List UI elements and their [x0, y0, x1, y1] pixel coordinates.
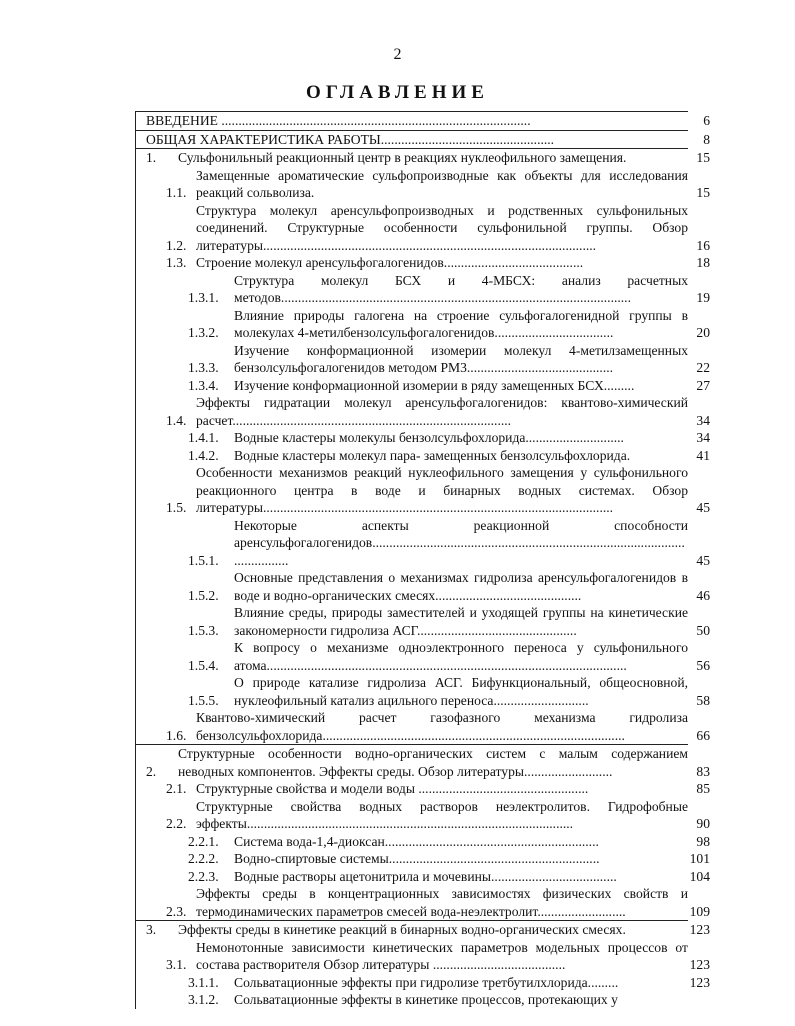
toc-entry-title: Влияние природы галогена на строение сульфогалогенидной группы в молекулах 4-метилбензолсульфогалогенидов...................................	[234, 307, 688, 340]
table-of-contents	[135, 111, 710, 1009]
toc-entry-title: К вопросу о механизме одноэлектронного переноса у сульфонильного атома..........................................................................................................	[234, 640, 688, 673]
toc-entry	[136, 674, 710, 709]
toc-entry	[136, 991, 688, 1009]
toc-entry-page: 27	[696, 377, 710, 393]
toc-entry-number: 1.5.5.	[188, 692, 219, 708]
toc-entry-number: 1.1.	[166, 185, 187, 200]
toc-entry-number: 1.5.2.	[188, 587, 219, 603]
toc-entry-title: Водные растворы ацетонитрила и мочевины.....................................	[234, 868, 617, 884]
toc-entry-title: Эффекты гидратации молекул аренсульфогалогенидов: квантово-химический расчет..................................................................................	[196, 395, 688, 428]
toc-entry-number: 1.5.4.	[188, 657, 219, 673]
toc-entry-title: Структурные особенности водно-органических систем с малым содержанием неводных компонентов. Эффекты среды. Обзор литературы..........................	[178, 746, 688, 779]
toc-entry-number: 3.	[146, 922, 157, 937]
toc-entry-number: 1.3.1.	[188, 290, 219, 305]
toc-entry	[136, 868, 710, 886]
toc-entry	[136, 939, 710, 974]
toc-entry-title: ВВЕДЕНИЕ ...........................................................................................	[146, 113, 531, 128]
toc-entry	[136, 202, 710, 255]
toc-entry-title: Структурные свойства и модели воды ..................................................	[196, 781, 589, 796]
toc-entry-title: Основные представления о механизмах гидролиза аренсульфогалогенидов в воде и водно-органических смесях...........................................	[234, 570, 688, 603]
toc-entry-title: Изучение конформационной изомерии в ряду замещенных БСХ.........	[234, 377, 635, 393]
toc-entry-title: Квантово-химический расчет газофазного механизма гидролиза бензолсульфохлорида.........................................................................................	[196, 710, 688, 743]
toc-entry-number: 2.2.2.	[188, 851, 219, 866]
toc-entry	[136, 798, 710, 833]
toc-entry-number: 1.3.	[166, 255, 187, 270]
toc-entry	[136, 569, 710, 604]
toc-entry-page: 8	[703, 131, 710, 147]
toc-entry-page: 34	[696, 412, 710, 428]
toc-entry-title: Строение молекул аренсульфогалогенидов.........................................	[196, 255, 584, 270]
toc-entry-number: 2.	[146, 763, 157, 779]
toc-entry	[136, 429, 710, 447]
toc-entry-number: 1.5.3.	[188, 622, 219, 638]
toc-entry-number: 1.5.1.	[188, 552, 219, 568]
toc-entry	[136, 885, 710, 920]
toc-entry-title: Структурные свойства водных растворов неэлектролитов. Гидрофобные эффекты................................................................................................	[196, 798, 688, 831]
toc-entry-title: Некоторые аспекты реакционной способности аренсульфогалогенидов............................................................................................................	[234, 517, 688, 568]
toc-entry-title: Сольватационные эффекты в кинетике процессов, протекающих у	[234, 992, 618, 1007]
toc-entry-number: 1.3.4.	[188, 377, 219, 393]
toc-entry	[136, 167, 710, 202]
toc-entry-title: Структура молекул аренсульфопроизводных и родственных сульфонильных соединений. Структурные особенности сульфонильной группы. Обзор литературы..................................................................................................	[196, 202, 688, 253]
toc-entry	[136, 850, 710, 868]
toc-entry	[136, 639, 710, 674]
toc-entry-page: 123	[689, 922, 710, 937]
toc-entry-page: 46	[696, 587, 710, 603]
toc-entry-page: 83	[696, 763, 710, 779]
toc-entry-page: 104	[689, 868, 710, 884]
toc-entry-page: 41	[696, 447, 710, 463]
toc-entry-number: 1.4.	[166, 412, 187, 428]
toc-entry	[136, 974, 710, 992]
toc-entry-title: Структура молекул БСХ и 4-МБСХ: анализ расчетных методов.......................................................................................................	[234, 272, 688, 305]
toc-entry-page: 101	[689, 851, 710, 866]
toc-entry-page: 34	[696, 430, 710, 445]
toc-entry-page: 45	[696, 500, 710, 515]
toc-entry-title: О природе катализе гидролиза АСГ. Бифункциональный, общеосновной, нуклеофильный катализ ацильного переноса............................	[234, 675, 688, 708]
toc-entry-page: 56	[696, 657, 710, 673]
toc-entry-title: Сольватационные эффекты при гидролизе третбутилхлорида.........	[234, 974, 619, 990]
toc-entry-page: 45	[696, 552, 710, 568]
toc-entry-title: Сульфонильный реакционный центр в реакциях нуклеофильного замещения.	[178, 150, 627, 165]
toc-entry	[136, 342, 710, 377]
toc-entry	[136, 780, 710, 798]
toc-entry	[136, 377, 710, 395]
toc-entry-page: 6	[703, 113, 710, 128]
page-title: ОГЛАВЛЕНИЕ	[306, 82, 489, 103]
toc-entry-page: 20	[696, 325, 710, 340]
toc-entry-page: 16	[696, 237, 710, 253]
toc-entry	[136, 833, 710, 851]
toc-entry-page: 109	[689, 903, 710, 919]
toc-entry	[136, 254, 710, 272]
toc-entry-title: Эффекты среды в концентрационных зависимостях физических свойств и термодинамических параметров смесей вода-неэлектролит..........................	[196, 886, 688, 919]
toc-entry-number: 3.1.1.	[188, 974, 219, 990]
toc-entry	[136, 130, 710, 149]
toc-entry-title: Система вода-1,4-диоксан...............................................................	[234, 833, 599, 849]
toc-entry-page: 15	[696, 150, 710, 165]
toc-entry-page: 85	[696, 781, 710, 796]
page-number: 2	[393, 46, 402, 63]
toc-entry-number: 2.2.	[166, 816, 187, 831]
toc-entry-title: Замещенные ароматические сульфопроизводные как объекты для исследования реакций сольволиза.	[196, 167, 688, 200]
toc-entry-number: 2.3.	[166, 903, 187, 919]
toc-entry	[136, 517, 710, 570]
toc-entry-page: 15	[696, 185, 710, 200]
toc-entry-number: 2.2.3.	[188, 868, 219, 884]
toc-entry-number: 1.4.2.	[188, 447, 219, 463]
toc-entry	[136, 744, 710, 780]
toc-entry-page: 123	[689, 974, 710, 990]
toc-entry	[136, 709, 710, 744]
toc-entry-number: 2.2.1.	[188, 833, 219, 849]
toc-entry-page: 18	[696, 255, 710, 270]
toc-entry	[136, 307, 710, 342]
toc-entry-number: 1.3.2.	[188, 325, 219, 340]
toc-entry	[136, 464, 710, 517]
toc-entry-title: Водно-спиртовые системы..............................................................	[234, 851, 600, 866]
toc-entry	[136, 272, 710, 307]
toc-entry-page: 50	[696, 622, 710, 638]
toc-entry-number: 1.5.	[166, 500, 187, 515]
toc-entry-number: 2.1.	[166, 781, 187, 796]
toc-entry	[136, 111, 710, 130]
toc-entry-title: Влияние среды, природы заместителей и уходящей группы на кинетические закономерности гидролиза АСГ...............................................	[234, 605, 688, 638]
toc-entry-page: 123	[689, 957, 710, 972]
toc-entry-number: 1.3.3.	[188, 360, 219, 375]
toc-entry-page: 98	[696, 833, 710, 849]
toc-entry	[136, 394, 710, 429]
toc-entry	[136, 920, 710, 939]
toc-entry	[136, 447, 710, 465]
toc-entry	[136, 148, 710, 167]
toc-entry-number: 3.1.2.	[188, 992, 219, 1007]
toc-entry-page: 19	[696, 290, 710, 305]
toc-entry-number: 1.	[146, 150, 157, 165]
toc-entry-title: Водные кластеры молекул пара- замещенных бензолсульфохлорида.	[234, 447, 631, 463]
toc-entry-page: 66	[696, 727, 710, 743]
toc-entry-page: 58	[696, 692, 710, 708]
toc-entry-title: ОБЩАЯ ХАРАКТЕРИСТИКА РАБОТЫ...................................................	[146, 131, 555, 147]
toc-entry-number: 3.1.	[166, 957, 187, 972]
toc-entry	[136, 604, 710, 639]
toc-entry-title: Водные кластеры молекулы бензолсульфохлорида.............................	[234, 430, 624, 445]
toc-entry-page: 22	[696, 360, 710, 375]
toc-entry-number: 1.4.1.	[188, 430, 219, 445]
toc-entry-number: 1.6.	[166, 727, 187, 743]
toc-entry-title: Особенности механизмов реакций нуклеофильного замещения у сульфонильного реакционного центра в воде и бинарных водных системах. Обзор литературы.......................................................................................................	[196, 465, 688, 515]
toc-entry-title: Изучение конформационной изомерии молекул 4-метилзамещенных бензолсульфогалогенидов методом РМ3...........................................	[234, 342, 688, 375]
toc-entry-title: Немонотонные зависимости кинетических параметров модельных процессов от состава растворителя Обзор литературы .......................................	[196, 939, 688, 972]
toc-entry-number: 1.2.	[166, 237, 187, 253]
toc-entry-page: 90	[696, 816, 710, 831]
toc-entry-title: Эффекты среды в кинетике реакций в бинарных водно-органических смесях.	[178, 922, 626, 937]
